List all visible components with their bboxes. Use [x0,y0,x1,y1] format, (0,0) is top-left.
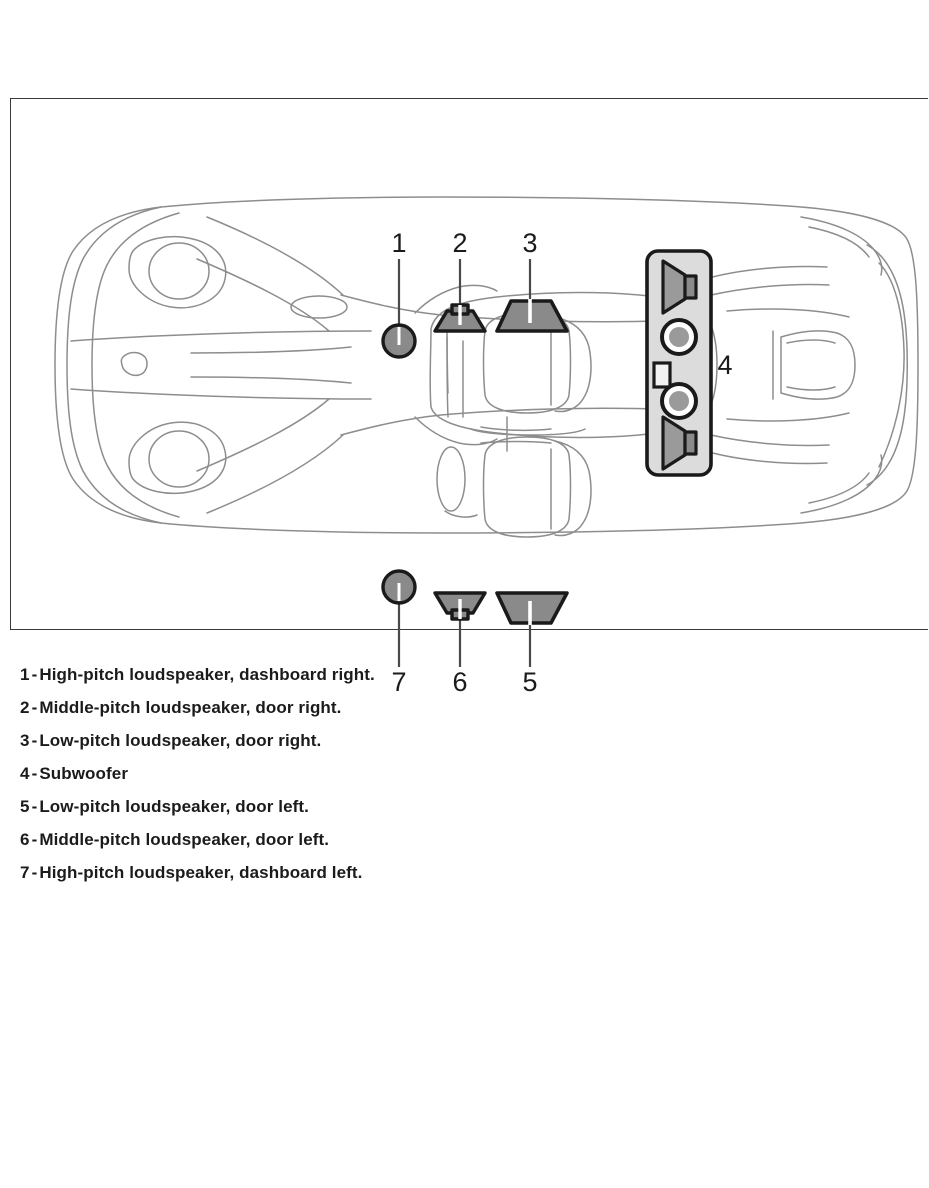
callout-number-4: 4 [717,350,733,380]
legend-number: 7 [20,863,30,882]
legend-label: Low-pitch loudspeaker, door left. [39,797,309,816]
speaker-symbol-4-subwoofer [647,251,711,475]
legend-number: 4 [20,764,30,783]
legend-separator: - [31,731,38,750]
legend-label: Subwoofer [39,764,129,783]
callout-number-5: 5 [522,667,538,697]
legend-item-2 [20,691,720,724]
callout-number-1: 1 [391,228,407,258]
speaker-symbol-7 [383,571,415,667]
legend-label: Low-pitch loudspeaker, door right. [39,731,322,750]
legend-number: 2 [20,698,30,717]
legend-number: 6 [20,830,30,849]
speaker-symbol-2 [435,259,485,331]
legend-separator: - [31,830,38,849]
legend-label: Middle-pitch loudspeaker, door left. [39,830,330,849]
speaker-symbol-6 [435,593,485,667]
speaker-symbol-3 [497,259,567,331]
callout-number-6: 6 [452,667,468,697]
legend-separator: - [31,797,38,816]
legend-number: 5 [20,797,30,816]
speaker-symbol-1 [383,259,415,357]
legend-item-1 [20,658,720,691]
legend-number: 1 [20,665,30,684]
legend-separator: - [31,698,38,717]
legend-label: High-pitch loudspeaker, dashboard right. [39,665,375,684]
legend-label: High-pitch loudspeaker, dashboard left. [39,863,363,882]
legend-separator: - [31,665,38,684]
legend-list [20,658,720,889]
legend-item-7 [20,856,720,889]
callout-number-2: 2 [452,228,468,258]
car-body-outline [55,197,918,537]
callout-number-7: 7 [391,667,407,697]
legend-item-6 [20,823,720,856]
callout-number-3: 3 [522,228,538,258]
legend-item-3 [20,724,720,757]
legend-number: 3 [20,731,30,750]
legend-separator: - [31,764,38,783]
legend-separator: - [31,863,38,882]
legend-label: Middle-pitch loudspeaker, door right. [39,698,342,717]
legend-item-5 [20,790,720,823]
speaker-symbol-5 [497,593,567,667]
legend-item-4 [20,757,720,790]
